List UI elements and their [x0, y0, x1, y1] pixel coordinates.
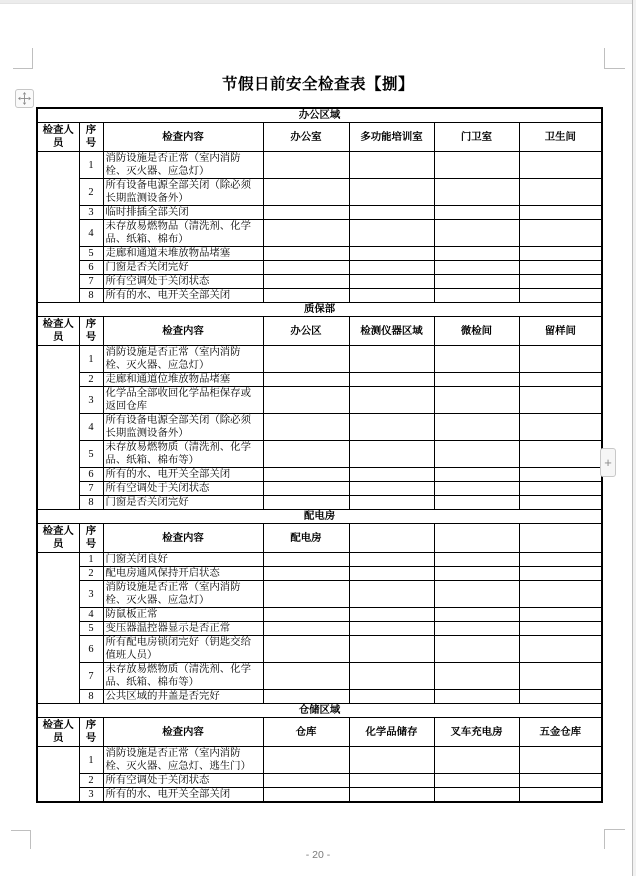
- inspector-signature-cell[interactable]: [37, 553, 79, 704]
- check-cell[interactable]: [349, 261, 434, 275]
- check-cell[interactable]: [349, 387, 434, 414]
- location-header: 办公室: [263, 123, 349, 152]
- check-cell[interactable]: [434, 289, 519, 303]
- check-cell[interactable]: [263, 622, 349, 636]
- row-number: 2: [79, 774, 103, 788]
- check-cell[interactable]: [434, 441, 519, 468]
- row-number: 7: [79, 275, 103, 289]
- check-cell[interactable]: [434, 567, 519, 581]
- row-number: 3: [79, 581, 103, 608]
- check-cell[interactable]: [349, 608, 434, 622]
- check-cell[interactable]: [434, 206, 519, 220]
- check-cell[interactable]: [519, 441, 602, 468]
- row-number: 7: [79, 482, 103, 496]
- check-cell[interactable]: [434, 387, 519, 414]
- check-cell[interactable]: [349, 581, 434, 608]
- column-header: 序号: [79, 524, 103, 553]
- check-cell[interactable]: [519, 468, 602, 482]
- inspection-content: 消防设施是否正常（室内消防栓、灭火器、应急灯）: [103, 152, 263, 179]
- row-number: 2: [79, 179, 103, 206]
- crop-mark-top-right: [604, 48, 625, 69]
- check-cell[interactable]: [263, 496, 349, 510]
- check-cell[interactable]: [349, 152, 434, 179]
- check-cell[interactable]: [349, 636, 434, 663]
- check-cell[interactable]: [263, 373, 349, 387]
- inspector-signature-cell[interactable]: [37, 747, 79, 803]
- check-cell[interactable]: [434, 468, 519, 482]
- check-cell[interactable]: [434, 247, 519, 261]
- check-cell[interactable]: [519, 152, 602, 179]
- inspection-content: 门窗是否关闭完好: [103, 261, 263, 275]
- check-cell[interactable]: [434, 373, 519, 387]
- check-cell[interactable]: [519, 663, 602, 690]
- check-cell[interactable]: [434, 482, 519, 496]
- check-cell[interactable]: [519, 261, 602, 275]
- check-cell[interactable]: [519, 373, 602, 387]
- check-cell[interactable]: [263, 247, 349, 261]
- inspection-content: 未存放易燃物品（清洗剂、化学品、纸箱、棉布）: [103, 220, 263, 247]
- check-cell[interactable]: [263, 275, 349, 289]
- check-cell[interactable]: [434, 261, 519, 275]
- check-cell[interactable]: [434, 636, 519, 663]
- inspection-content: 所有的水、电开关全部关闭: [103, 788, 263, 803]
- check-cell[interactable]: [349, 373, 434, 387]
- check-cell[interactable]: [349, 482, 434, 496]
- check-cell[interactable]: [519, 788, 602, 803]
- check-cell[interactable]: [519, 608, 602, 622]
- column-header: 序号: [79, 317, 103, 346]
- check-cell[interactable]: [349, 468, 434, 482]
- check-cell[interactable]: [434, 220, 519, 247]
- check-cell[interactable]: [519, 553, 602, 567]
- row-number: 7: [79, 663, 103, 690]
- check-cell[interactable]: [434, 179, 519, 206]
- check-cell[interactable]: [349, 220, 434, 247]
- check-cell[interactable]: [519, 414, 602, 441]
- inspection-content: 未存放易燃物质（清洗剂、化学品、纸箱、棉布等）: [103, 441, 263, 468]
- inspection-content: 所有空调处于关闭状态: [103, 275, 263, 289]
- column-header: 检查人员: [37, 524, 79, 553]
- column-header: 检查人员: [37, 718, 79, 747]
- crop-mark-bottom-left: [11, 830, 31, 849]
- inspection-content: 消防设施是否正常（室内消防栓、灭火器、应急灯）: [103, 346, 263, 373]
- check-cell[interactable]: [519, 636, 602, 663]
- section-title-0: 办公区域: [37, 108, 602, 123]
- check-cell[interactable]: [434, 690, 519, 704]
- column-header: 序号: [79, 123, 103, 152]
- check-cell[interactable]: [263, 261, 349, 275]
- page-number: - 20 -: [305, 849, 331, 861]
- inspection-content: 走廊和通道未堆放物品堵塞: [103, 247, 263, 261]
- inspection-content: 走廊和通道位堆放物品堵塞: [103, 373, 263, 387]
- inspection-content: 消防设施是否正常（室内消防栓、灭火器、应急灯、逃生门）: [103, 747, 263, 774]
- plus-icon: +: [604, 455, 612, 470]
- check-cell[interactable]: [434, 747, 519, 774]
- check-cell[interactable]: [263, 747, 349, 774]
- location-header: 叉车充电房: [434, 718, 519, 747]
- section-title-2: 配电房: [37, 510, 602, 524]
- check-cell[interactable]: [263, 581, 349, 608]
- check-cell[interactable]: [263, 441, 349, 468]
- check-cell[interactable]: [263, 636, 349, 663]
- check-cell[interactable]: [434, 275, 519, 289]
- check-cell[interactable]: [519, 747, 602, 774]
- inspection-content: 门窗是否关闭完好: [103, 496, 263, 510]
- check-cell[interactable]: [263, 289, 349, 303]
- inspection-checklist-table: [36, 107, 603, 803]
- check-cell[interactable]: [434, 496, 519, 510]
- row-number: 6: [79, 468, 103, 482]
- document-title: 节假日前安全检查表【捌】: [221, 76, 414, 93]
- check-cell[interactable]: [434, 553, 519, 567]
- check-cell[interactable]: [349, 553, 434, 567]
- check-cell[interactable]: [349, 788, 434, 803]
- check-cell[interactable]: [349, 179, 434, 206]
- check-cell[interactable]: [434, 608, 519, 622]
- check-cell[interactable]: [349, 690, 434, 704]
- check-cell[interactable]: [434, 622, 519, 636]
- location-header: 多功能培训室: [349, 123, 434, 152]
- row-number: 4: [79, 414, 103, 441]
- inspection-table: [36, 107, 603, 803]
- check-cell[interactable]: [263, 553, 349, 567]
- inspection-content: 门窗关闭良好: [103, 553, 263, 567]
- location-header: [519, 524, 602, 553]
- check-cell[interactable]: [349, 496, 434, 510]
- check-cell[interactable]: [349, 206, 434, 220]
- column-header: 检查内容: [103, 718, 263, 747]
- check-cell[interactable]: [263, 220, 349, 247]
- check-cell[interactable]: [349, 747, 434, 774]
- row-number: 8: [79, 496, 103, 510]
- check-cell[interactable]: [519, 496, 602, 510]
- section-title-1: 质保部: [37, 303, 602, 317]
- check-cell[interactable]: [349, 247, 434, 261]
- row-number: 1: [79, 553, 103, 567]
- row-number: 3: [79, 206, 103, 220]
- row-number: 4: [79, 220, 103, 247]
- check-cell[interactable]: [263, 482, 349, 496]
- check-cell[interactable]: [263, 179, 349, 206]
- check-cell[interactable]: [519, 567, 602, 581]
- check-cell[interactable]: [519, 275, 602, 289]
- check-cell[interactable]: [263, 206, 349, 220]
- row-number: 6: [79, 261, 103, 275]
- row-number: 1: [79, 346, 103, 373]
- location-header: [349, 524, 434, 553]
- row-number: 2: [79, 567, 103, 581]
- check-cell[interactable]: [519, 387, 602, 414]
- inspection-content: 所有空调处于关闭状态: [103, 774, 263, 788]
- location-header: 五金仓库: [519, 718, 602, 747]
- check-cell[interactable]: [263, 788, 349, 803]
- check-cell[interactable]: [263, 152, 349, 179]
- check-cell[interactable]: [349, 774, 434, 788]
- location-header: 门卫室: [434, 123, 519, 152]
- check-cell[interactable]: [263, 608, 349, 622]
- row-number: 6: [79, 636, 103, 663]
- column-header: 检查人员: [37, 123, 79, 152]
- row-number: 2: [79, 373, 103, 387]
- inspection-content: 未存放易燃物质（清洗剂、化学品、纸箱、棉布等）: [103, 663, 263, 690]
- check-cell[interactable]: [519, 622, 602, 636]
- location-header: 仓库: [263, 718, 349, 747]
- inspection-content: 所有的水、电开关全部关闭: [103, 468, 263, 482]
- inspection-content: 防鼠板正常: [103, 608, 263, 622]
- check-cell[interactable]: [434, 581, 519, 608]
- location-header: 留样间: [519, 317, 602, 346]
- location-header: 办公区: [263, 317, 349, 346]
- check-cell[interactable]: [519, 220, 602, 247]
- check-cell[interactable]: [434, 663, 519, 690]
- row-number: 8: [79, 690, 103, 704]
- inspection-content: 临时排插全部关闭: [103, 206, 263, 220]
- check-cell[interactable]: [519, 346, 602, 373]
- row-number: 3: [79, 788, 103, 803]
- check-cell[interactable]: [434, 788, 519, 803]
- inspection-content: 配电房通风保持开启状态: [103, 567, 263, 581]
- location-header: 配电房: [263, 524, 349, 553]
- row-number: 1: [79, 747, 103, 774]
- check-cell[interactable]: [263, 387, 349, 414]
- row-number: 5: [79, 441, 103, 468]
- row-number: 5: [79, 622, 103, 636]
- column-header: 序号: [79, 718, 103, 747]
- check-cell[interactable]: [349, 275, 434, 289]
- column-header: 检查人员: [37, 317, 79, 346]
- row-number: 3: [79, 387, 103, 414]
- inspection-content: 所有的水、电开关全部关闭: [103, 289, 263, 303]
- column-header: 检查内容: [103, 317, 263, 346]
- check-cell[interactable]: [349, 346, 434, 373]
- check-cell[interactable]: [519, 482, 602, 496]
- check-cell[interactable]: [519, 289, 602, 303]
- add-row-button[interactable]: [600, 448, 616, 477]
- location-header: 微检间: [434, 317, 519, 346]
- check-cell[interactable]: [519, 247, 602, 261]
- location-header: 检测仪器区域: [349, 317, 434, 346]
- page-right-edge: [632, 0, 636, 876]
- check-cell[interactable]: [263, 690, 349, 704]
- crop-mark-top-left: [13, 48, 33, 69]
- row-number: 8: [79, 289, 103, 303]
- inspection-content: 所有设备电源全部关闭（除必须长期监测设备外）: [103, 179, 263, 206]
- check-cell[interactable]: [434, 152, 519, 179]
- check-cell[interactable]: [349, 441, 434, 468]
- inspection-content: 所有空调处于关闭状态: [103, 482, 263, 496]
- inspection-content: 消防设施是否正常（室内消防栓、灭火器、应急灯）: [103, 581, 263, 608]
- check-cell[interactable]: [263, 774, 349, 788]
- row-number: 5: [79, 247, 103, 261]
- inspection-content: 化学品全部收回化学品柜保存或返回仓库: [103, 387, 263, 414]
- row-number: 4: [79, 608, 103, 622]
- check-cell[interactable]: [519, 690, 602, 704]
- inspection-content: 所有设备电源全部关闭（除必须长期监测设备外）: [103, 414, 263, 441]
- page-top-edge: [0, 0, 636, 4]
- section-title-3: 仓储区域: [37, 704, 602, 718]
- check-cell[interactable]: [263, 414, 349, 441]
- location-header: [434, 524, 519, 553]
- check-cell[interactable]: [263, 346, 349, 373]
- check-cell[interactable]: [263, 468, 349, 482]
- check-cell[interactable]: [519, 206, 602, 220]
- check-cell[interactable]: [349, 289, 434, 303]
- check-cell[interactable]: [519, 774, 602, 788]
- check-cell[interactable]: [434, 346, 519, 373]
- inspector-signature-cell[interactable]: [37, 152, 79, 303]
- location-header: 卫生间: [519, 123, 602, 152]
- check-cell[interactable]: [434, 414, 519, 441]
- check-cell[interactable]: [434, 774, 519, 788]
- column-header: 检查内容: [103, 123, 263, 152]
- inspector-signature-cell[interactable]: [37, 346, 79, 510]
- check-cell[interactable]: [519, 581, 602, 608]
- check-cell[interactable]: [349, 663, 434, 690]
- row-number: 1: [79, 152, 103, 179]
- check-cell[interactable]: [263, 567, 349, 581]
- check-cell[interactable]: [263, 663, 349, 690]
- check-cell[interactable]: [349, 622, 434, 636]
- location-header: 化学品储存: [349, 718, 434, 747]
- inspection-content: 所有配电房锁闭完好（钥匙交给值班人员）: [103, 636, 263, 663]
- check-cell[interactable]: [519, 179, 602, 206]
- column-header: 检查内容: [103, 524, 263, 553]
- inspection-content: 变压器温控器显示是否正常: [103, 622, 263, 636]
- inspection-content: 公共区域的井盖是否完好: [103, 690, 263, 704]
- check-cell[interactable]: [349, 414, 434, 441]
- crop-mark-bottom-right: [604, 829, 625, 849]
- check-cell[interactable]: [349, 567, 434, 581]
